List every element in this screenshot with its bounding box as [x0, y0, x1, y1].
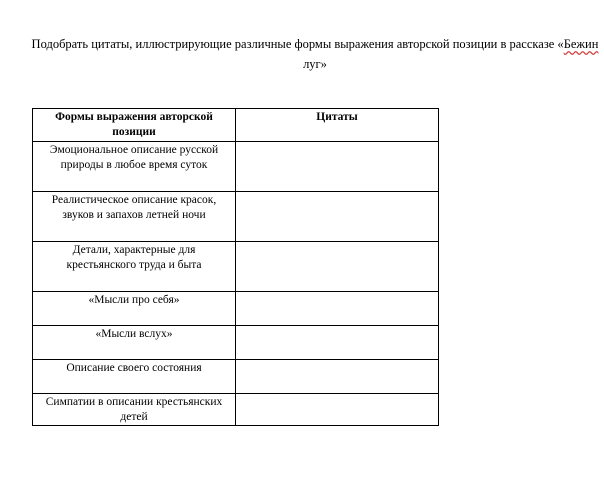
table-row: [33, 192, 439, 242]
table-row: [33, 142, 439, 192]
table-row: [33, 326, 439, 360]
document-title: [30, 34, 600, 74]
header-forms: Формы выражения авторской позиции: [33, 109, 236, 142]
quote-cell[interactable]: [236, 394, 439, 426]
header-quotes: Цитаты: [236, 109, 439, 142]
form-cell: «Мысли про себя»: [33, 292, 236, 326]
quote-cell[interactable]: [236, 192, 439, 242]
form-cell: Реалистическое описание красок, звуков и запахов летней ночи: [33, 192, 236, 242]
title-story-word: Бежин: [563, 37, 599, 51]
title-end: луг»: [303, 57, 327, 71]
table-row: [33, 292, 439, 326]
form-cell: Эмоциональное описание русской природы в любое время суток: [33, 142, 236, 192]
quote-cell[interactable]: [236, 242, 439, 292]
table-row: [33, 360, 439, 394]
table-row: [33, 394, 439, 426]
quote-cell[interactable]: [236, 326, 439, 360]
quote-cell[interactable]: [236, 360, 439, 394]
form-cell: «Мысли вслух»: [33, 326, 236, 360]
table-header-row: [33, 109, 439, 142]
quote-cell[interactable]: [236, 292, 439, 326]
form-cell: Симпатии в описании крестьянских детей: [33, 394, 236, 426]
title-text: Подобрать цитаты, иллюстрирующие различные формы выражения авторской позиции в рассказе «: [31, 37, 564, 51]
quotes-table: [32, 108, 439, 426]
quote-cell[interactable]: [236, 142, 439, 192]
table-row: [33, 242, 439, 292]
form-cell: Описание своего состояния: [33, 360, 236, 394]
form-cell: Детали, характерные для крестьянского труда и быта: [33, 242, 236, 292]
